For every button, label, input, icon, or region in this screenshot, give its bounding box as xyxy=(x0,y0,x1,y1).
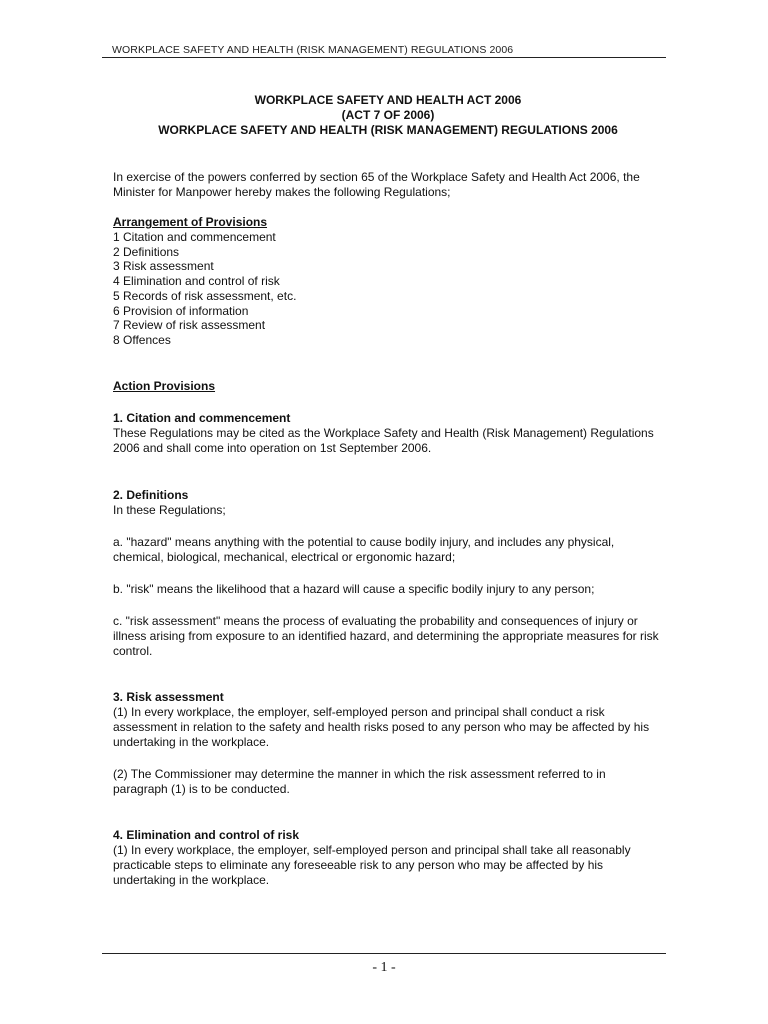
action-provisions-heading: Action Provisions xyxy=(113,378,216,393)
document-titles xyxy=(113,93,663,138)
section-1-heading: 1. Citation and commencement xyxy=(113,410,291,425)
list-item: 2 Definitions xyxy=(113,244,180,259)
arrangement-heading: Arrangement of Provisions xyxy=(113,215,268,229)
definition-risk: b. "risk" means the likelihood that a hazard will cause a specific bodily injury to any person; xyxy=(113,581,595,596)
list-item: 6 Provision of information xyxy=(113,303,249,318)
running-header: WORKPLACE SAFETY AND HEALTH (RISK MANAGEMENT) REGULATIONS 2006 xyxy=(112,44,514,56)
section-2-heading: 2. Definitions xyxy=(113,487,189,502)
section-3-paragraph-1: (1) In every workplace, the employer, self-employed person and principal shall conduct a risk assessment in relation to the safety and health risks posed to any person who may be affected by his undertaking in the workplace. xyxy=(113,704,650,749)
arrangement-list xyxy=(113,230,663,348)
header-rule xyxy=(102,57,666,58)
list-item: 7 Review of risk assessment xyxy=(113,318,266,333)
section-3-paragraph-2: (2) The Commissioner may determine the manner in which the risk assessment referred to in paragraph (1) is to be conducted. xyxy=(113,766,606,796)
section-2-intro: In these Regulations; xyxy=(113,502,226,517)
definition-hazard: a. "hazard" means anything with the potential to cause bodily injury, and includes any physical, chemical, biological, mechanical, electrical or ergonomic hazard; xyxy=(113,534,615,564)
regulations-title: WORKPLACE SAFETY AND HEALTH (RISK MANAGEMENT) REGULATIONS 2006 xyxy=(158,123,618,137)
section-1-text: These Regulations may be cited as the Workplace Safety and Health (Risk Management) Regulations 2006 and shall come into operation on 1st September 2006. xyxy=(113,425,654,455)
list-item: 8 Offences xyxy=(113,332,171,347)
act-number: (ACT 7 OF 2006) xyxy=(341,108,435,122)
section-4-heading: 4. Elimination and control of risk xyxy=(113,827,300,842)
preamble: In exercise of the powers conferred by section 65 of the Workplace Safety and Health Act 2006, the Minister for Manpower hereby makes the following Regulations; xyxy=(113,170,640,199)
list-item: 5 Records of risk assessment, etc. xyxy=(113,288,297,303)
list-item: 4 Elimination and control of risk xyxy=(113,274,280,289)
act-title: WORKPLACE SAFETY AND HEALTH ACT 2006 xyxy=(254,93,522,107)
section-3-heading: 3. Risk assessment xyxy=(113,689,224,704)
list-item: 1 Citation and commencement xyxy=(113,230,276,244)
footer-rule xyxy=(102,953,666,954)
definition-risk-assessment: c. "risk assessment" means the process of evaluating the probability and consequences of injury or illness arising from exposure to an identified hazard, and determining the appropriate measures for risk control. xyxy=(113,613,659,658)
page-number: - 1 - xyxy=(372,960,396,975)
section-4-paragraph-1: (1) In every workplace, the employer, self-employed person and principal shall take all reasonably practicable steps to eliminate any foreseeable risk to any person who may be affected by his undertaking in the workplace. xyxy=(113,842,631,887)
list-item: 3 Risk assessment xyxy=(113,259,214,274)
document-body xyxy=(113,93,663,888)
